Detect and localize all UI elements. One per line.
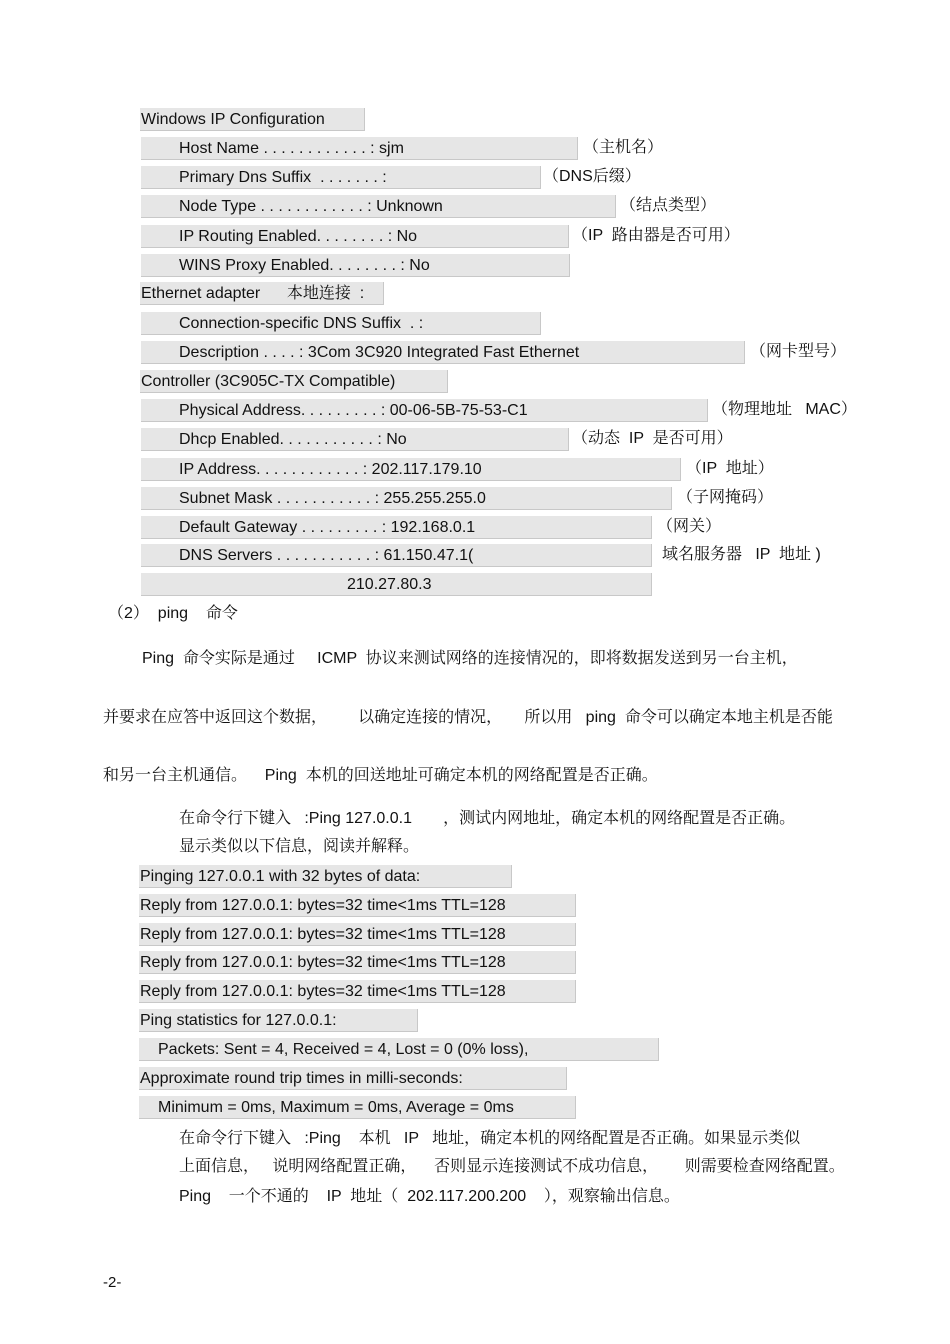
- default-gateway-row: Default Gateway . . . . . . . . . : 192.168.0.1: [141, 516, 652, 539]
- ping-rtt-header-row: Approximate round trip times in milli-seconds:: [139, 1067, 567, 1090]
- closing-line-3: Ping 一个不通的 IP 地址（ 202.117.200.200 ），观察输出信息。: [179, 1188, 680, 1205]
- node-type-row: Node Type . . . . . . . . . . . . : Unknown: [141, 195, 616, 218]
- closing-line-2: 上面信息， 说明网络配置正确， 否则显示连接测试不成功信息， 则需要检查网络配置。: [179, 1158, 845, 1175]
- ping-reply-row: Reply from 127.0.0.1: bytes=32 time<1ms TTL=128: [139, 980, 576, 1003]
- dns-servers-note: 域名服务器 IP 地址 ): [662, 546, 821, 563]
- host-name-row: Host Name . . . . . . . . . . . . : sjm: [141, 137, 578, 160]
- ping-header-row: Pinging 127.0.0.1 with 32 bytes of data:: [139, 865, 512, 888]
- ping-packets-row: Packets: Sent = 4, Received = 4, Lost = 0 (0% loss),: [139, 1038, 659, 1061]
- dhcp-enabled-row: Dhcp Enabled. . . . . . . . . . . : No: [141, 428, 569, 451]
- paragraph-line-2: 并要求在应答中返回这个数据， 以确定连接的情况， 所以用 ping 命令可以确定本地主机是否能: [103, 709, 833, 726]
- default-gateway-note: （网关）: [657, 518, 722, 535]
- description-row: Description . . . . : 3Com 3C920 Integrated Fast Ethernet: [141, 341, 745, 364]
- ping-rtt-values-row: Minimum = 0ms, Maximum = 0ms, Average = 0ms: [139, 1096, 576, 1119]
- wins-proxy-row: WINS Proxy Enabled. . . . . . . . : No: [141, 254, 570, 277]
- description-note: （网卡型号）: [750, 343, 847, 360]
- ping-reply-row: Reply from 127.0.0.1: bytes=32 time<1ms TTL=128: [139, 923, 576, 946]
- ip-routing-note: （IP 路由器是否可用）: [572, 227, 740, 244]
- ip-address-row: IP Address. . . . . . . . . . . . : 202.117.179.10: [141, 458, 681, 481]
- subnet-mask-note: （子网掩码）: [677, 489, 774, 506]
- conn-dns-suffix-row: Connection-specific DNS Suffix . :: [141, 312, 541, 335]
- ping-reply-row: Reply from 127.0.0.1: bytes=32 time<1ms TTL=128: [139, 951, 576, 974]
- host-name-note: （主机名）: [583, 139, 664, 156]
- page-number: -2-: [103, 1274, 122, 1291]
- node-type-note: （结点类型）: [620, 197, 717, 214]
- ethernet-adapter-row: Ethernet adapter 本地连接 :: [140, 282, 384, 305]
- ping-reply-row: Reply from 127.0.0.1: bytes=32 time<1ms TTL=128: [139, 894, 576, 917]
- dns-servers-secondary-row: 210.27.80.3: [141, 573, 652, 596]
- step1-line-1: 在命令行下键入 :Ping 127.0.0.1 ，测试内网地址，确定本机的网络配置是否正确。: [179, 810, 796, 827]
- paragraph-line-3: 和另一台主机通信。 Ping 本机的回送地址可确定本机的网络配置是否正确。: [103, 767, 658, 784]
- physical-address-note: （物理地址 MAC）: [712, 401, 857, 418]
- dhcp-enabled-note: （动态 IP 是否可用）: [572, 430, 733, 447]
- dns-servers-row: DNS Servers . . . . . . . . . . . : 61.150.47.1(: [141, 544, 652, 567]
- closing-line-1: 在命令行下键入 :Ping 本机 IP 地址，确定本机的网络配置是否正确。如果显示类似: [179, 1130, 801, 1147]
- ip-address-note: （IP 地址）: [686, 460, 774, 477]
- paragraph-line-1: Ping 命令实际是通过 ICMP 协议来测试网络的连接情况的，即将数据发送到另一台主机，: [142, 650, 798, 667]
- primary-dns-note: （DNS后缀）: [543, 168, 641, 185]
- section-heading: （2） ping 命令: [108, 605, 238, 622]
- ipconfig-title: Windows IP Configuration: [140, 108, 365, 131]
- ping-stats-header-row: Ping statistics for 127.0.0.1:: [139, 1009, 418, 1032]
- controller-row: Controller (3C905C-TX Compatible): [140, 370, 448, 393]
- step1-line-2: 显示类似以下信息，阅读并解释。: [179, 838, 420, 855]
- ip-routing-row: IP Routing Enabled. . . . . . . . : No: [141, 225, 569, 248]
- subnet-mask-row: Subnet Mask . . . . . . . . . . . : 255.255.255.0: [141, 487, 672, 510]
- primary-dns-row: Primary Dns Suffix . . . . . . . :: [141, 166, 541, 189]
- physical-address-row: Physical Address. . . . . . . . . : 00-06-5B-75-53-C1: [141, 399, 708, 422]
